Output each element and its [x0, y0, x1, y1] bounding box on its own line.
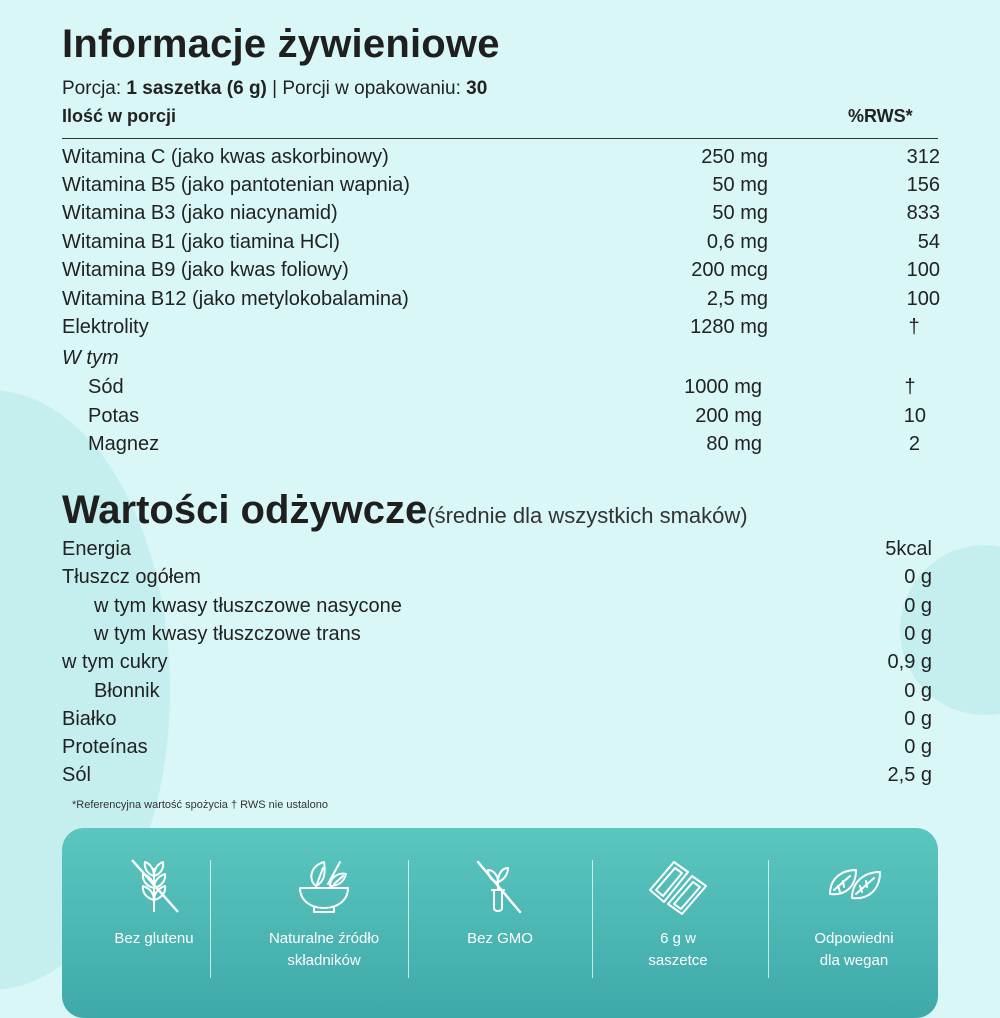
- nutrient-name: Energia: [62, 538, 131, 560]
- amount-per-serving-header: Ilość w porcji: [62, 106, 177, 126]
- nutrient-value: 0 g: [904, 566, 932, 588]
- vitamin-name: Witamina B1 (jako tiamina HCl): [62, 231, 340, 253]
- electrolyte-rws: 2: [908, 433, 920, 455]
- electrolyte-row: [62, 405, 942, 433]
- feature-label: 6 g w saszetce: [648, 930, 708, 969]
- vitamin-row: [62, 316, 942, 344]
- serving-label: Porcja:: [62, 78, 127, 99]
- nutrient-name: Błonnik: [94, 680, 160, 702]
- feature-natural: [238, 828, 410, 1000]
- vitamin-name: Elektrolity: [62, 316, 149, 338]
- electrolyte-name: Potas: [88, 405, 140, 427]
- nutrition-row: [62, 764, 932, 792]
- nutrition-row: [62, 566, 932, 594]
- nutrient-value: 0 g: [904, 595, 932, 617]
- servings-per-pack-label: | Porcji w opakowaniu:: [266, 78, 467, 99]
- vitamin-rws: †: [908, 316, 920, 338]
- vitamin-row: [62, 288, 942, 316]
- feature-label: Bez glutenu: [114, 930, 194, 947]
- electrolyte-amount: 200 mg: [695, 405, 762, 427]
- rws-header: %RWS*: [848, 106, 913, 126]
- nutrition-row: [62, 708, 932, 736]
- vitamin-row: [62, 259, 942, 287]
- electrolyte-row: [62, 433, 942, 461]
- feature-divider: [408, 860, 409, 978]
- nutrient-value: 0,9 g: [887, 651, 932, 673]
- feature-divider: [210, 860, 211, 978]
- nutrient-value: 5kcal: [885, 538, 932, 560]
- vitamin-name: Witamina B9 (jako kwas foliowy): [62, 259, 349, 281]
- nutrient-name: Sól: [62, 764, 91, 786]
- electrolyte-row: [62, 376, 942, 404]
- nutrient-name: w tym kwasy tłuszczowe trans: [94, 623, 361, 645]
- vitamin-name: Witamina B5 (jako pantotenian wapnia): [62, 174, 410, 196]
- nutrient-value: 0 g: [904, 623, 932, 645]
- serving-size: 1 saszetka (6 g): [126, 78, 267, 99]
- vegan-leaf-icon: [824, 856, 884, 916]
- electrolyte-name: Magnez: [88, 433, 160, 455]
- natural-mortar-icon: [294, 856, 354, 916]
- nutrient-name: w tym kwasy tłuszczowe nasycone: [94, 595, 402, 617]
- nutrition-row: [62, 651, 932, 679]
- vitamin-name: Witamina B3 (jako niacynamid): [62, 202, 338, 224]
- electrolyte-amount: 80 mg: [706, 433, 762, 455]
- feature-label: Naturalne źródło składników: [268, 930, 380, 969]
- vitamin-amount: 1280 mg: [690, 316, 768, 338]
- nutrition-row: [62, 680, 932, 708]
- sachet-icon: [648, 856, 708, 916]
- feature-gluten-free: [68, 828, 240, 1000]
- nutrient-name: Proteínas: [62, 736, 148, 758]
- nutrition-row: [62, 595, 932, 623]
- electrolyte-rws: †: [904, 376, 916, 398]
- w-tym-label: W tym: [62, 347, 119, 369]
- vitamin-amount: 250 mg: [701, 146, 768, 168]
- feature-label: Odpowiedni dla wegan: [814, 930, 894, 969]
- vitamin-row: [62, 231, 942, 259]
- nutrient-value: 0 g: [904, 708, 932, 730]
- w-tym-row: [62, 347, 942, 375]
- feature-gmo-free: [414, 828, 586, 1000]
- electrolyte-amount: 1000 mg: [684, 376, 762, 398]
- nutrient-name: Tłuszcz ogółem: [62, 566, 201, 588]
- electrolyte-name: Sód: [88, 376, 124, 398]
- nutrition-row: [62, 623, 932, 651]
- serving-info: [62, 78, 487, 100]
- nutrient-value: 0 g: [904, 680, 932, 702]
- vitamin-rws: 100: [906, 259, 940, 281]
- nutrition-row: [62, 736, 932, 764]
- vitamin-amount: 50 mg: [712, 202, 768, 224]
- vitamin-name: Witamina B12 (jako metylokobalamina): [62, 288, 409, 310]
- vitamin-rws: 833: [906, 202, 940, 224]
- features-panel: [62, 828, 938, 1018]
- feature-label: Bez GMO: [467, 930, 533, 947]
- vitamin-row: [62, 202, 942, 230]
- vitamin-row: [62, 146, 942, 174]
- vitamin-amount: 2,5 mg: [706, 288, 768, 310]
- vitamin-rws: 54: [917, 231, 940, 253]
- vitamin-amount: 200 mcg: [691, 259, 768, 281]
- page-title: Informacje żywieniowe: [62, 22, 500, 66]
- no-gmo-icon: [470, 856, 530, 916]
- servings-per-pack: 30: [466, 78, 488, 99]
- vitamin-amount: 50 mg: [712, 174, 768, 196]
- vitamin-amount: 0,6 mg: [706, 231, 768, 253]
- feature-sachet: [592, 828, 764, 1000]
- vitamin-rws: 156: [906, 174, 940, 196]
- vitamin-row: [62, 174, 942, 202]
- electrolyte-rws: 10: [903, 405, 926, 427]
- nutrient-value: 0 g: [904, 736, 932, 758]
- feature-vegan: [768, 828, 940, 1000]
- nutrition-subtitle: (średnie dla wszystkich smaków): [427, 503, 748, 528]
- nutrient-name: Białko: [62, 708, 117, 730]
- vitamin-rws: 100: [906, 288, 940, 310]
- nutrition-title: [62, 488, 748, 533]
- table-divider: [62, 138, 938, 139]
- vitamin-rws: 312: [906, 146, 940, 168]
- nutrient-value: 2,5 g: [887, 764, 932, 786]
- nutrition-row: [62, 538, 932, 566]
- no-gluten-icon: [124, 856, 184, 916]
- footnote: *Referencyjna wartość spożycia † RWS nie ustalono: [72, 799, 328, 811]
- vitamin-name: Witamina C (jako kwas askorbinowy): [62, 146, 389, 168]
- nutrition-title-text: Wartości odżywcze: [62, 488, 428, 532]
- nutrient-name: w tym cukry: [62, 651, 168, 673]
